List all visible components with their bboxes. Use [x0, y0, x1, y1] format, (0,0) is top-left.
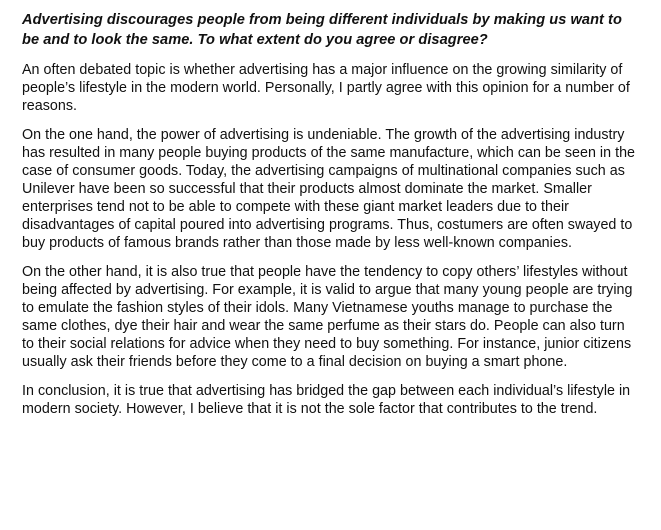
- essay-paragraph-conclusion: In conclusion, it is true that advertising has bridged the gap between each individual’s lifestyle in modern society. However, I believe that it is not the sole factor that contributes to the trend.: [22, 383, 631, 417]
- essay-paragraph-introduction: An often debated topic is whether advertising has a major influence on the growing similarity of people’s lifestyle in the modern world. Personally, I partly agree with this opinion for a number of reasons.: [22, 62, 630, 114]
- cut-off-line-fragment: [22, 521, 237, 530]
- cut-off-text-tops: [22, 525, 237, 530]
- essay-question: Advertising discourages people from being different individuals by making us want to be and to look the same. To what extent do you agree or disagree?: [22, 12, 622, 48]
- essay-paragraph-body-2: On the other hand, it is also true that people have the tendency to copy others’ lifestyles without being affected by advertising. For example, it is valid to argue that many young people are trying to emulate the fashion styles of their idols. Many Vietnamese youths manage to purchase the same clothes, dye their hair and wear the same perfume as their stars do. People can also turn to their social relations for advice when they need to buy something. For instance, junior citizens usually ask their friends before they come to a final decision on buying a smart phone.: [22, 264, 633, 370]
- essay-document: [22, 10, 638, 429]
- essay-paragraph-body-1: On the one hand, the power of advertising is undeniable. The growth of the advertising industry has resulted in many people buying products of the same manufacture, which can be seen in the case of consumer goods. Today, the advertising campaigns of multinational companies such as Unilever have been so successful that their products almost dominate the market. Smaller enterprises tend not to be able to compete with these giant market leaders due to their disadvantages of capital poured into advertising programs. Thus, costumers are often swayed to buy products of famous brands rather than those made by less well-known companies.: [22, 127, 636, 251]
